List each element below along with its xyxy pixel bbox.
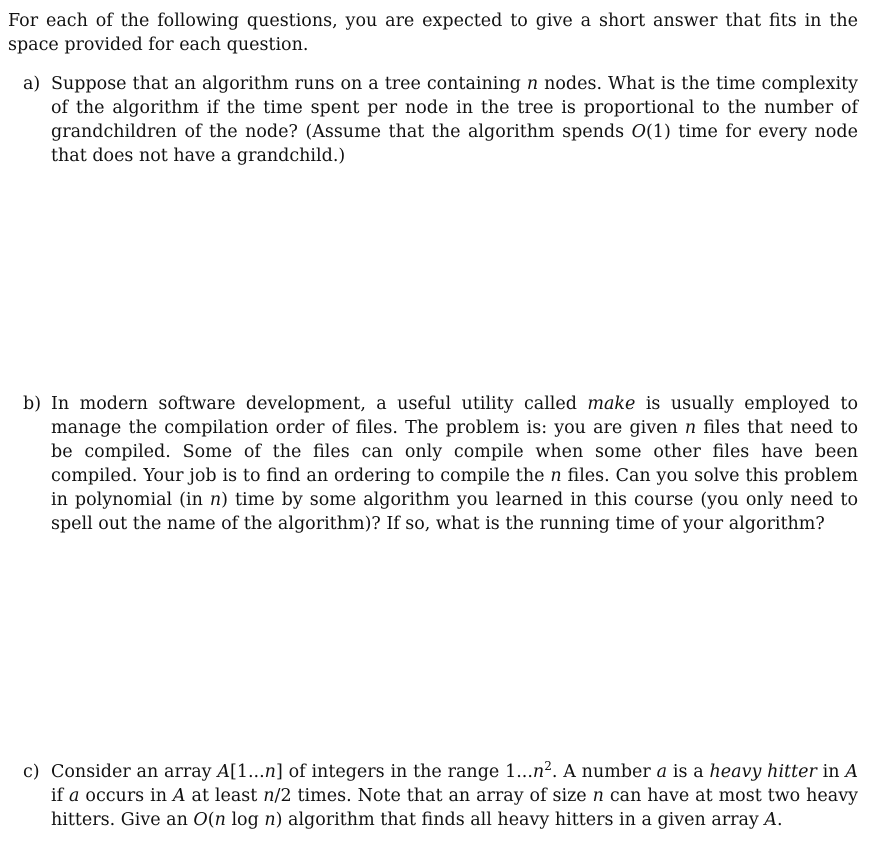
question-b (23, 392, 858, 536)
question-c (23, 760, 858, 832)
intro-paragraph: For each of the following questions, you are expected to give a short answer that fits in the space provided for each question. (8, 11, 858, 55)
question-a-text: Suppose that an algorithm runs on a tree containing n nodes. What is the time complexity of the algorithm if the time spent per node in the tree is proportional to the number of grandchildren of the node? (Assume that the algorithm spends O(1) time for every node that does not have a grandchild.) (51, 74, 858, 166)
question-a (23, 72, 858, 168)
question-a-label: a) (23, 74, 41, 94)
question-c-label: c) (23, 762, 40, 782)
question-b-label: b) (23, 394, 42, 414)
question-b-text: In modern software development, a useful utility called make is usually employed to manage the compilation order of files. The problem is: you are given n files that need to be compiled. Some of the files can only compile when some other files have been compiled. Your job is to find an ordering to compile the n files. Can you solve this problem in polynomial (in n) time by some algorithm you learned in this course (you only need to spell out the name of the algorithm)? If so, what is the running time of your algorithm? (51, 394, 858, 534)
question-c-text: Consider an array A[1...n] of integers in the range $1...n^2$. A number a is a heavy hitter in A if a occurs in A at least n/2 times. Note that an array of size n can have at most two heavy hitters. Give an O(n log n) algorithm that finds all heavy hitters in a given array A. (51, 759, 859, 830)
